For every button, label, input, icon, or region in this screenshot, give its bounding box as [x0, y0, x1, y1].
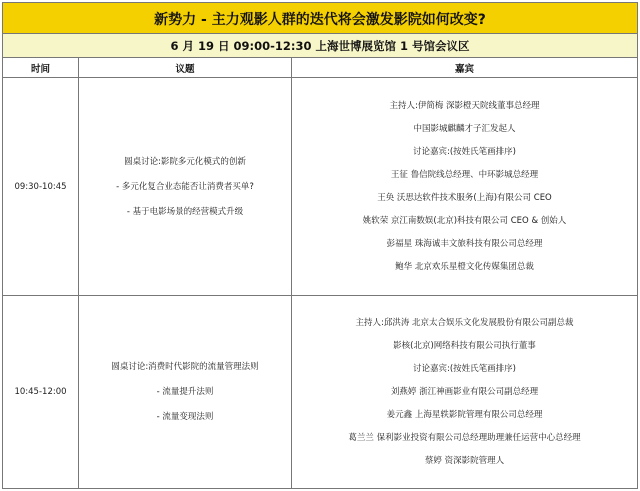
guest-line: 葛兰兰 保利影业投资有限公司总经理助理兼任运营中心总经理 — [348, 433, 581, 443]
topic-line: - 多元化复合业态能否让消费者买单? — [116, 181, 254, 192]
topic-line: - 流量变现法则 — [156, 412, 214, 422]
column-header-time: 时间 — [3, 58, 79, 78]
topic-line: 圆桌讨论:消费时代影院的流量管理法则 — [111, 362, 259, 372]
guest-line: 姚软荣 京江南数娱(北京)科技有限公司 CEO & 创始人 — [362, 216, 567, 226]
guests-cell — [292, 296, 638, 489]
guest-line: 中国影城麒麟才子汇发起人 — [413, 124, 516, 134]
guests-cell — [292, 78, 638, 296]
topic-line: 圆桌讨论:影院多元化模式的创新 — [124, 156, 246, 167]
topic-cell — [79, 78, 292, 296]
topic-line: - 流量提升法则 — [156, 387, 214, 397]
guest-line: 鲍华 北京欢乐星橙文化传媒集团总裁 — [395, 262, 534, 272]
guest-line: 彭福星 珠海诚丰文旅科技有限公司总经理 — [386, 239, 543, 249]
guest-line: 蔡婷 资深影院管理人 — [424, 456, 505, 466]
topic-cell — [79, 296, 292, 489]
session-title: 新势力 - 主力观影人群的迭代将会激发影院如何改变? — [2, 2, 638, 34]
table-header-row — [3, 58, 638, 78]
session-date-venue: 6 月 19 日 09:00-12:30 上海世博展览馆 1 号馆会议区 — [2, 33, 638, 58]
guest-line: 主持人:伊简梅 深影橙天院线董事总经理 — [389, 101, 540, 111]
topic-line: - 基于电影场景的经营模式升级 — [126, 206, 244, 217]
schedule-table — [2, 57, 638, 489]
column-header-topic: 议题 — [79, 58, 292, 78]
guest-line: 讨论嘉宾:(按姓氏笔画排序) — [413, 364, 516, 374]
time-cell: 09:30-10:45 — [3, 78, 79, 296]
time-cell: 10:45-12:00 — [3, 296, 79, 489]
guest-line: 姜元鑫 上海星轶影院管理有限公司总经理 — [386, 410, 543, 420]
table-row — [3, 78, 638, 296]
guest-line: 刘燕婷 浙江神画影业有限公司副总经理 — [390, 387, 539, 397]
guest-line: 讨论嘉宾:(按姓氏笔画排序) — [413, 147, 516, 157]
schedule-sheet — [2, 2, 638, 489]
guest-line: 王奂 沃思达软件技术服务(上海)有限公司 CEO — [377, 193, 552, 203]
column-header-guests: 嘉宾 — [292, 58, 638, 78]
table-row — [3, 296, 638, 489]
guest-line: 主持人:邱洪涛 北京太合娱乐文化发展股份有限公司副总裁 — [355, 318, 574, 328]
guest-line: 王征 鲁信院线总经理、中环影城总经理 — [390, 170, 539, 180]
guest-line: 影核(北京)网络科技有限公司执行董事 — [393, 341, 536, 351]
